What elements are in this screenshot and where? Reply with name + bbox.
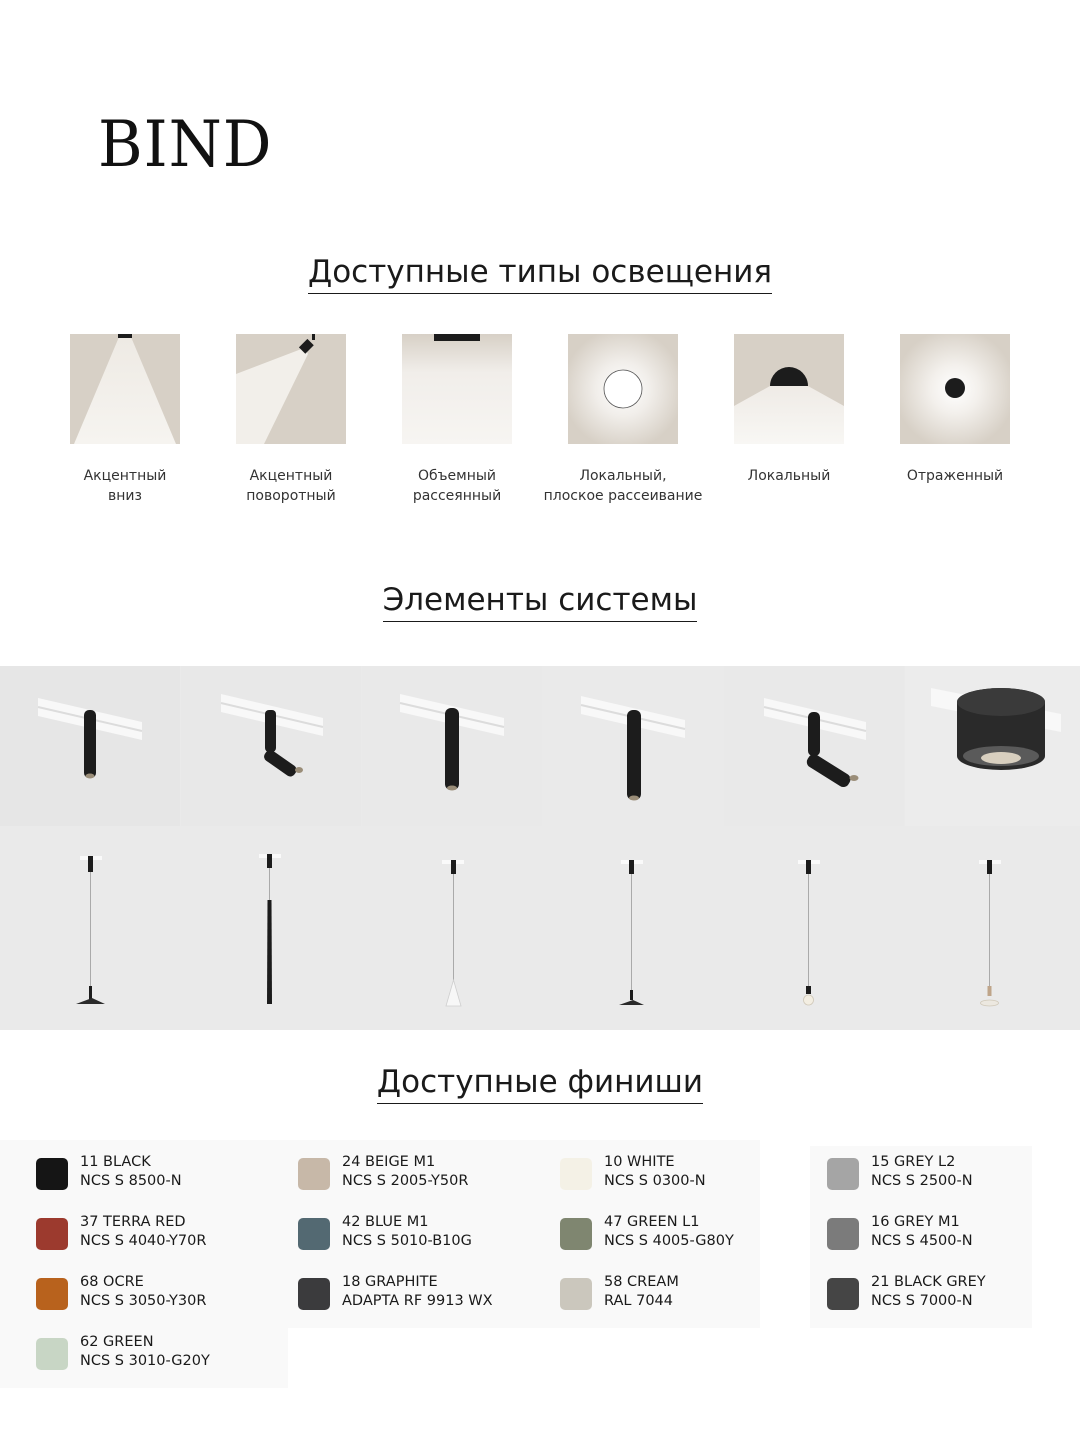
lighting-type-label: Объемный рассеянный [412,468,502,504]
lighting-type-reflected [872,334,1038,486]
finish-name: 16 GREY M1 [871,1214,960,1230]
finish-code: ADAPTA RF 9913 WX [342,1293,493,1309]
lighting-type-label: Отраженный [906,468,1004,484]
finish-name: 58 CREAM [604,1274,679,1290]
tall-spot-icon[interactable] [543,666,723,826]
lighting-type-accent-rotating [208,334,374,506]
color-swatch [560,1218,592,1250]
lighting-type-label: Локальный, плоское рассеивание [543,468,703,504]
local-flat-diffusion-icon [568,334,678,444]
lighting-type-label: Акцентный вниз [83,468,167,504]
lighting-types-row [0,334,1080,524]
local-half-dome-icon [734,334,844,444]
finish-code: NCS S 3050-Y30R [80,1293,207,1309]
finish-code: NCS S 2005-Y50R [342,1173,469,1189]
bulb-pendant-icon[interactable] [724,846,904,1026]
finish-name: 62 GREEN [80,1334,154,1350]
finish-code: NCS S 4500-N [871,1233,973,1249]
color-swatch [36,1218,68,1250]
finish-name: 68 OCRE [80,1274,144,1290]
medium-spot-icon[interactable] [362,666,542,826]
brand-logo: BIND [98,108,273,182]
lighting-type-accent-down [42,334,208,506]
color-swatch [298,1158,330,1190]
angled-long-spot-icon[interactable] [724,666,904,826]
finish-name: 11 BLACK [80,1154,151,1170]
lighting-type-label: Акцентный поворотный [246,468,336,504]
finish-code: NCS S 7000-N [871,1293,973,1309]
lighting-type-label: Локальный [747,468,831,484]
downlight-accent-icon [70,334,180,444]
lighting-types-title: Доступные типы освещения [0,254,1080,294]
color-swatch [36,1278,68,1310]
finish-code: NCS S 3010-G20Y [80,1353,210,1369]
color-swatch [298,1278,330,1310]
finish-name: 18 GRAPHITE [342,1274,438,1290]
lighting-type-volume-diffused [374,334,540,506]
color-swatch [36,1158,68,1190]
finish-code: NCS S 8500-N [80,1173,182,1189]
color-swatch [560,1278,592,1310]
finish-name: 10 WHITE [604,1154,675,1170]
rod-pendant-icon[interactable] [181,846,361,1026]
small-disc-pendant-icon[interactable] [543,846,723,1026]
color-swatch [36,1338,68,1370]
drum-downlight-icon[interactable] [905,666,1080,826]
system-elements-title: Элементы системы [0,582,1080,622]
finishes-title: Доступные финиши [0,1064,1080,1104]
finish-code: RAL 7044 [604,1293,673,1309]
color-swatch [827,1278,859,1310]
finish-code: NCS S 0300-N [604,1173,706,1189]
color-swatch [827,1158,859,1190]
color-swatch [560,1158,592,1190]
color-swatch [827,1218,859,1250]
lighting-type-local-flat [540,334,706,506]
rotating-accent-icon [236,334,346,444]
reflected-light-icon [900,334,1010,444]
finishes-grid [0,1140,1080,1400]
finish-name: 37 TERRA RED [80,1214,186,1230]
finish-code: NCS S 4005-G80Y [604,1233,734,1249]
finish-code: NCS S 5010-B10G [342,1233,472,1249]
system-elements-band [0,666,1080,1030]
finish-code: NCS S 2500-N [871,1173,973,1189]
finish-code: NCS S 4040-Y70R [80,1233,207,1249]
finish-name: 42 BLUE M1 [342,1214,429,1230]
disc-pendant-icon[interactable] [0,846,180,1026]
cone-pendant-icon[interactable] [362,846,542,1026]
color-swatch [298,1218,330,1250]
diffused-volume-icon [402,334,512,444]
lighting-type-local [706,334,872,486]
finish-name: 47 GREEN L1 [604,1214,700,1230]
glass-pendant-icon[interactable] [905,846,1080,1026]
angled-spot-icon[interactable] [181,666,361,826]
short-spot-icon[interactable] [0,666,180,826]
finish-name: 15 GREY L2 [871,1154,956,1170]
finish-name: 24 BEIGE M1 [342,1154,436,1170]
finish-name: 21 BLACK GREY [871,1274,986,1290]
